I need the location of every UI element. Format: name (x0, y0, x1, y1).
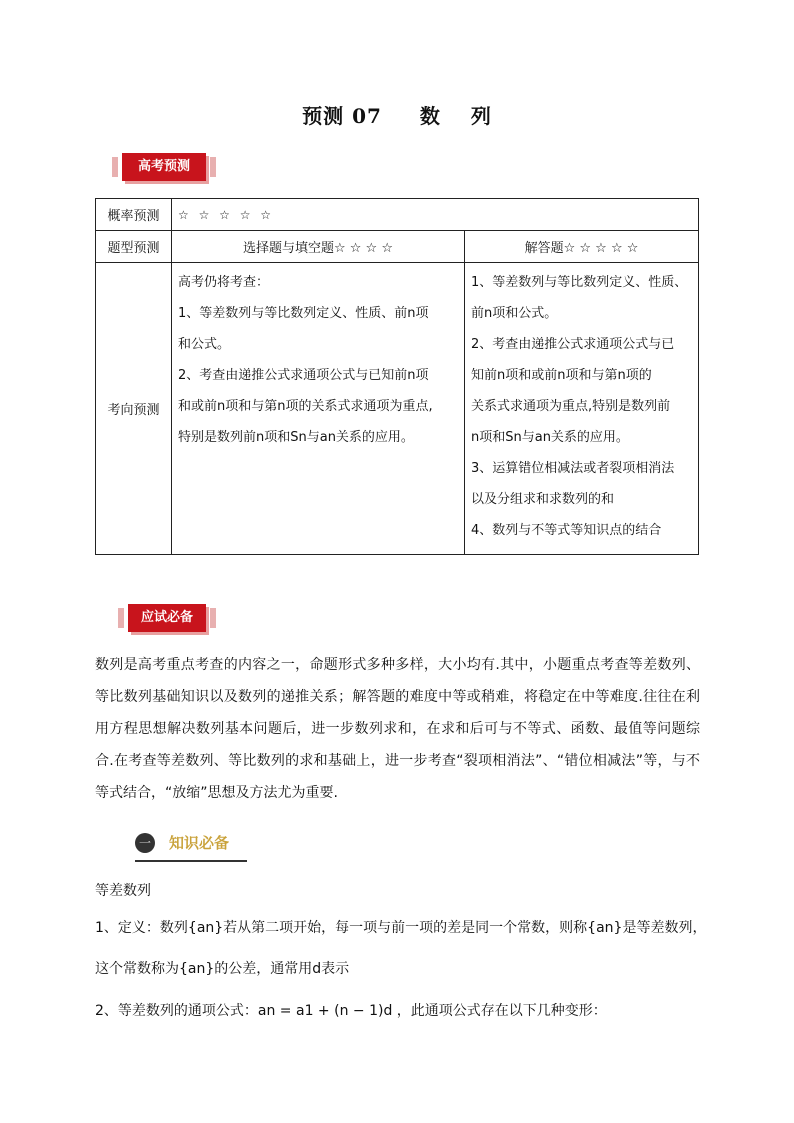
question-type-choice: 选择题与填空题☆ ☆ ☆ ☆ (172, 231, 465, 263)
table-row (96, 199, 699, 231)
direction-line: 1、等差数列与等比数列定义、性质、前n项 (178, 306, 429, 321)
definition-line-2: 这个常数称为{an}的公差，通常用d表示 (95, 961, 350, 977)
knowledge-title: 知识必备 (169, 834, 230, 852)
direction-line: 知前n项和或前n项和与第n项的 (471, 368, 652, 383)
section-badge-exam-prep: 应试必备 (128, 604, 206, 632)
direction-line: 前n项和公式。 (471, 306, 558, 321)
table-row (96, 263, 699, 555)
direction-line: 4、数列与不等式等知识点的结合 (471, 523, 662, 538)
direction-line: 2、考查由递推公式求通项公式与已知前n项 (178, 368, 429, 383)
probability-label: 概率预测 (96, 199, 172, 231)
question-type-answer: 解答题☆ ☆ ☆ ☆ ☆ (465, 231, 699, 263)
direction-line: 特别是数列前n项和Sn与an关系的应用。 (178, 430, 414, 445)
formula-line: 2、等差数列的通项公式：an = a1 + (n − 1)d ，此通项公式存在以下几种变形： (95, 1003, 607, 1019)
direction-line: 高考仍将考查： (178, 275, 270, 290)
knowledge-heading (135, 830, 247, 862)
direction-line: 关系式求通项为重点,特别是数列前 (471, 399, 671, 414)
direction-line: 2、考查由递推公式求通项公式与已 (471, 337, 675, 352)
direction-line: n项和Sn与an关系的应用。 (471, 430, 629, 445)
table-row (96, 231, 699, 263)
direction-line: 1、等差数列与等比数列定义、性质、 (471, 275, 688, 290)
direction-line: 和或前n项和与第n项的关系式求通项为重点, (178, 399, 433, 414)
page-title: 预测 07 数 列 (302, 104, 492, 128)
direction-col1 (172, 263, 465, 555)
subsection-heading: 等差数列 (95, 883, 151, 899)
direction-line: 以及分组求和求数列的和 (471, 492, 615, 507)
probability-stars: ☆ ☆ ☆ ☆ ☆ (172, 199, 699, 231)
section-number-icon: 一 (135, 833, 155, 853)
definition-line-1: 1、定义：数列{an}若从第二项开始，每一项与前一项的差是同一个常数，则称{an}是等差数列， (95, 920, 707, 936)
direction-line: 和公式。 (178, 337, 231, 352)
direction-line: 3、运算错位相减法或者裂项相消法 (471, 461, 675, 476)
question-type-label: 题型预测 (96, 231, 172, 263)
direction-col2 (465, 263, 699, 555)
intro-paragraph: 数列是高考重点考查的内容之一，命题形式多种多样，大小均有.其中，小题重点考查等差数列、等比数列基础知识以及数列的递推关系；解答题的难度中等或稍难，将稳定在中等难度.往往在利用方程思想解决数列基本问题后，进一步数列求和，在求和后可与不等式、函数、最值等问题综合.在考查等差数列、等比数列的求和基础上，进一步考查“裂项相消法”、“错位相减法”等，与不等式结合，“放缩”思想及方法尤为重要. (95, 657, 700, 801)
section-badge-exam-forecast: 高考预测 (122, 153, 206, 181)
forecast-table (95, 198, 699, 555)
direction-label: 考向预测 (96, 263, 172, 555)
